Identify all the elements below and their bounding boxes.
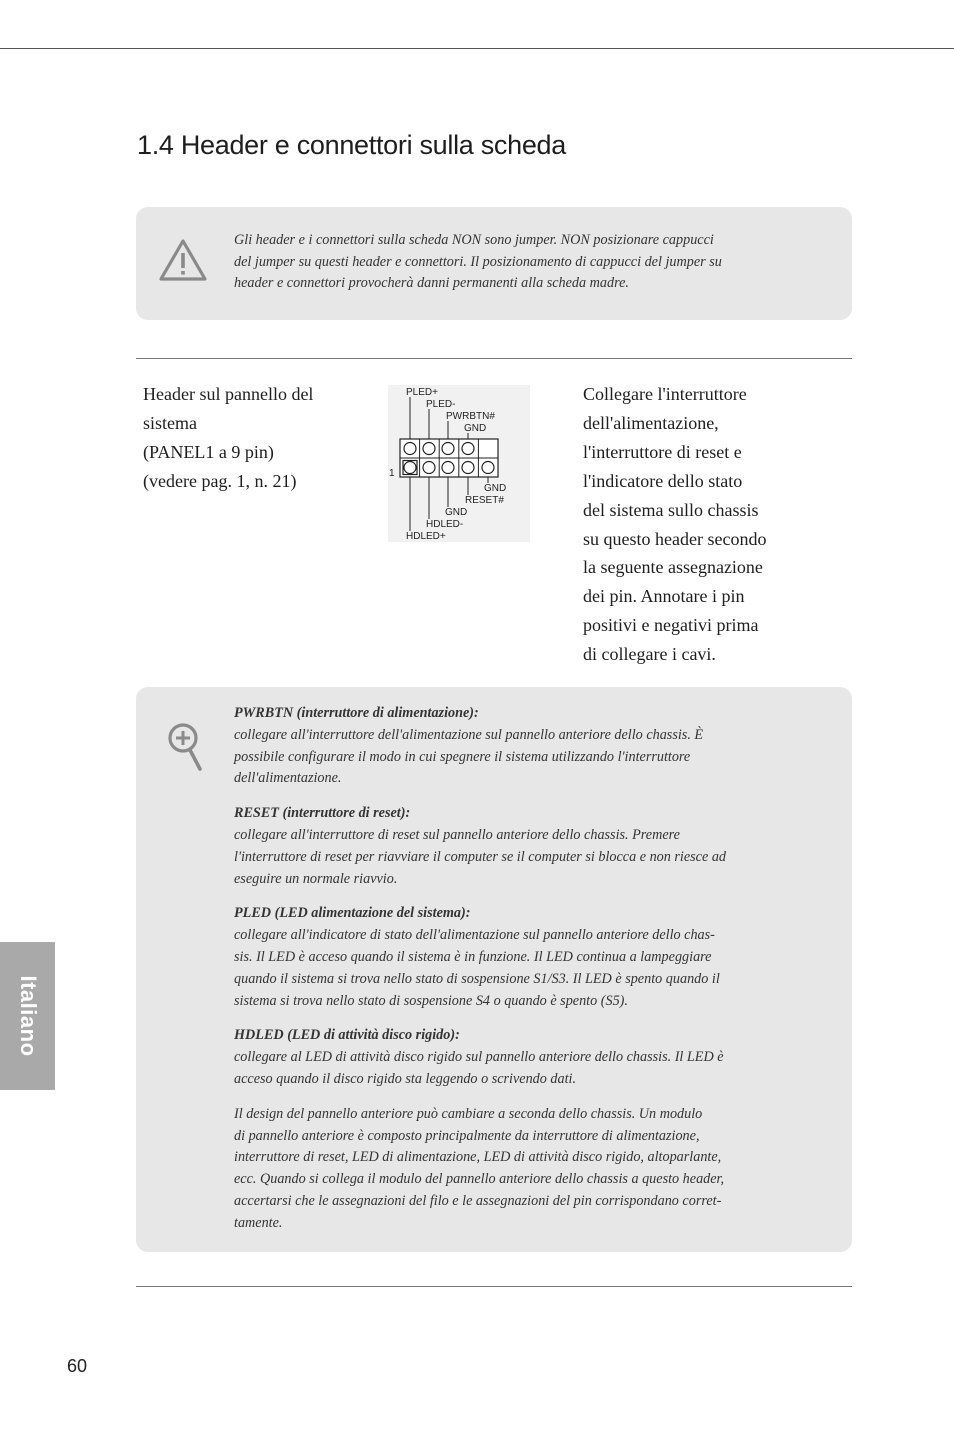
pin-label-hdled-minus: HDLED- [426,519,464,530]
caption-line: Header sul pannello del [143,384,314,404]
warning-line: del jumper su questi header e connettori. Il posizionamento di cappucci del jumper su [234,253,722,270]
section-divider [136,358,852,359]
note-line: accertarsi che le assegnazioni del filo e le assegnazioni del pin corrispondano corret- [234,1192,722,1209]
note-line: sistema si trova nello stato di sospensione S4 o quando è spento (S5). [234,992,628,1009]
note-callout [136,687,852,1252]
warning-callout [136,207,852,320]
note-content [234,703,794,1248]
note-line: Il design del pannello anteriore può cambiare a seconda dello chassis. Un modulo [234,1105,703,1122]
description-line: l'indicatore dello stato [583,470,743,491]
pin-label-gnd-2: GND [445,507,468,518]
note-section-pled [234,903,794,1012]
pin-one-marker: 1 [389,468,395,479]
description-line: di collegare i cavi. [583,644,716,665]
note-line: eseguire un normale riavvio. [234,870,398,887]
description-line: dei pin. Annotare i pin [583,586,745,607]
pin-label-reset: RESET# [465,495,504,506]
note-section-hdled [234,1025,794,1090]
note-heading: PWRBTN (interruttore di alimentazione): [234,705,479,721]
description-line: Collegare l'interruttore [583,384,747,404]
pin-label-hdled-plus: HDLED+ [406,531,446,542]
pin-label-gnd-top: GND [464,423,487,434]
description-line: positivi e negativi prima [583,615,759,636]
note-section-reset [234,803,794,890]
panel1-pin-diagram [388,385,530,542]
top-rule [0,48,954,49]
caption-line: sistema [143,413,197,433]
caption-line: (vedere pag. 1, n. 21) [143,471,297,491]
description-line: l'interruttore di reset e [583,441,742,462]
note-line: collegare all'interruttore dell'alimentazione sul pannello anteriore dello chassis. È [234,726,704,743]
header-description [583,380,803,669]
language-tab [0,942,55,1090]
pin-label-pled-minus: PLED- [426,399,456,410]
header-caption [143,380,363,496]
description-line: su questo header secondo [583,528,767,549]
description-line: dell'alimentazione, [583,412,719,433]
note-line: sis. Il LED è acceso quando il sistema è in funzione. Il LED continua a lampeggiare [234,948,712,965]
note-heading: RESET (interruttore di reset): [234,805,411,822]
pin-label-gnd-1: GND [484,483,507,494]
description-line: la seguente assegnazione [583,557,763,578]
note-line: di pannello anteriore è composto principalmente da interruttore di alimentazione, [234,1127,700,1144]
note-line: collegare al LED di attività disco rigido sul pannello anteriore dello chassis. Il LED è [234,1049,724,1066]
note-line: collegare all'interruttore di reset sul pannello anteriore dello chassis. Premere [234,826,680,843]
section-title: 1.4 Header e connettori sulla scheda [137,130,566,160]
warning-line: header e connettori provocherà danni permanenti alla scheda madre. [234,275,629,291]
note-line: collegare all'indicatore di stato dell'alimentazione sul pannello anteriore dello chas- [234,927,715,944]
note-section-front-panel [234,1104,794,1235]
bottom-divider [136,1286,852,1287]
warning-line: Gli header e i connettori sulla scheda NON sono jumper. NON posizionare cappucci [234,232,714,248]
magnifier-plus-icon [166,721,206,773]
language-tab-label: Italiano [15,975,41,1057]
note-line: possibile configurare il modo in cui spegnere il sistema utilizzando l'interruttore [234,748,691,765]
note-line: l'interruttore di reset per riavviare il computer se il computer si blocca e non riesce ad [234,848,727,865]
note-heading: HDLED (LED di attività disco rigido): [234,1027,460,1044]
note-line: interruttore di reset, LED di alimentazione, LED di attività disco rigido, altoparlante, [234,1149,722,1166]
note-line: acceso quando il disco rigido sta leggendo o scrivendo dati. [234,1070,577,1087]
note-line: dell'alimentazione. [234,770,342,787]
note-line: tamente. [234,1214,283,1231]
note-line: ecc. Quando si collega il modulo del pannello anteriore dello chassis a questo header, [234,1171,725,1188]
note-section-pwrbtn [234,703,794,790]
pin-label-pwrbtn: PWRBTN# [446,411,495,422]
description-line: del sistema sullo chassis [583,499,759,520]
page-number: 60 [67,1356,88,1376]
warning-text [234,230,794,295]
caption-line: (PANEL1 a 9 pin) [143,442,274,462]
note-heading: PLED (LED alimentazione del sistema): [234,905,471,922]
note-line: quando il sistema si trova nello stato di sospensione S1/S3. Il LED è spento quando il [234,970,720,987]
pin-label-pled-plus: PLED+ [406,387,438,398]
warning-triangle-icon [158,237,208,283]
